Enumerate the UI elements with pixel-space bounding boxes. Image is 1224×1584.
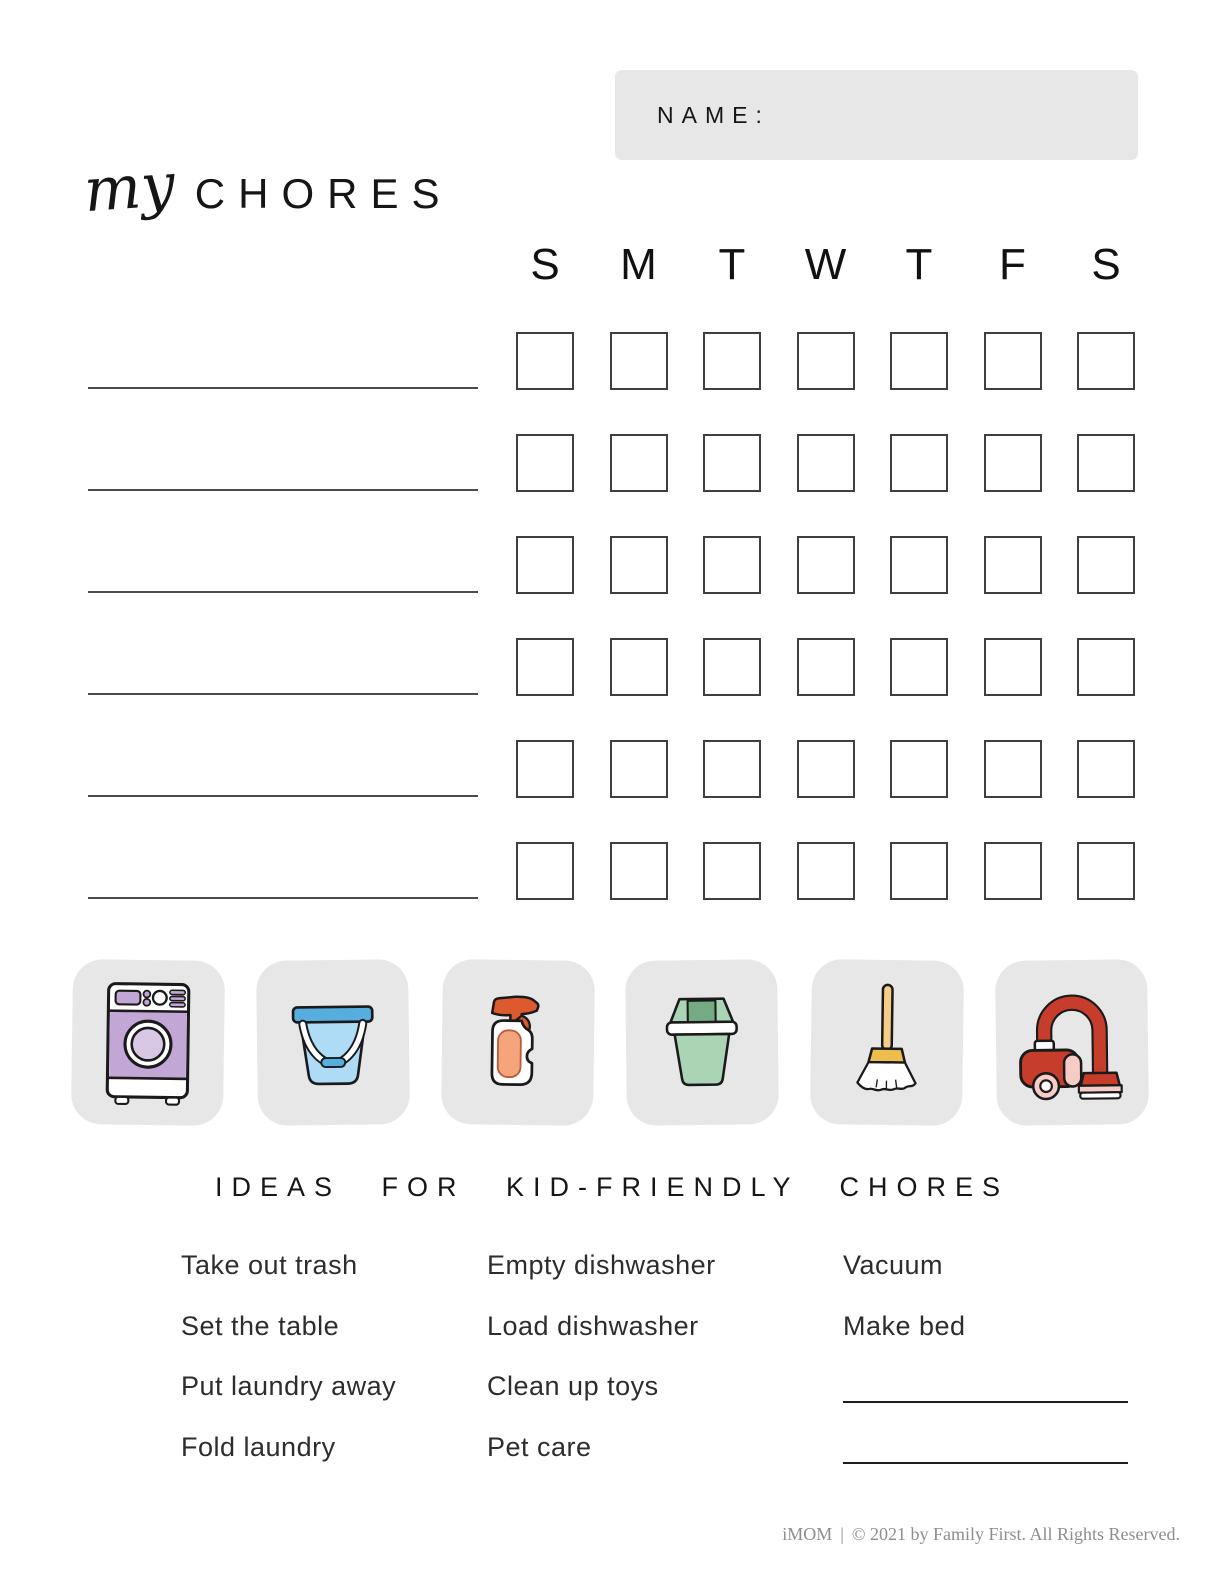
idea-item: Make bed <box>843 1310 966 1341</box>
day-checkbox[interactable] <box>703 740 761 798</box>
day-checkbox[interactable] <box>1077 740 1135 798</box>
day-checkbox[interactable] <box>797 638 855 696</box>
vacuum-icon <box>1008 979 1136 1107</box>
day-checkbox[interactable] <box>890 842 948 900</box>
day-checkbox[interactable] <box>797 332 855 390</box>
idea-item: Pet care <box>487 1431 592 1462</box>
bucket-icon <box>272 982 393 1103</box>
day-checkbox[interactable] <box>703 638 761 696</box>
day-checkbox[interactable] <box>516 536 574 594</box>
chore-name-line[interactable] <box>88 387 478 389</box>
chore-tile-bucket <box>256 959 410 1126</box>
day-checkbox[interactable] <box>797 740 855 798</box>
footer-brand: iMOM <box>782 1524 833 1544</box>
day-checkbox[interactable] <box>984 638 1042 696</box>
day-letter: F <box>999 240 1026 289</box>
day-checkbox[interactable] <box>1077 434 1135 492</box>
day-checkbox[interactable] <box>516 434 574 492</box>
idea-item: Vacuum <box>843 1250 944 1280</box>
day-checkbox[interactable] <box>890 740 948 798</box>
idea-item: Load dishwasher <box>487 1310 699 1341</box>
day-checkbox[interactable] <box>516 740 574 798</box>
chore-name-line[interactable] <box>88 693 478 695</box>
day-checkbox[interactable] <box>797 536 855 594</box>
idea-item: Take out trash <box>181 1250 358 1280</box>
chore-name-line[interactable] <box>88 897 478 899</box>
day-checkbox[interactable] <box>703 434 761 492</box>
day-checkbox[interactable] <box>1077 536 1135 594</box>
idea-write-line[interactable] <box>843 1462 1128 1464</box>
idea-item: Set the table <box>181 1310 340 1341</box>
footer-divider: | <box>840 1524 844 1544</box>
day-checkbox[interactable] <box>610 332 668 390</box>
idea-item: Empty dishwasher <box>487 1250 716 1280</box>
day-checkbox[interactable] <box>610 434 668 492</box>
day-checkbox[interactable] <box>984 332 1042 390</box>
chore-tile-spray-bottle <box>440 959 594 1126</box>
idea-item: Clean up toys <box>487 1371 659 1401</box>
day-checkbox[interactable] <box>516 842 574 900</box>
day-checkbox[interactable] <box>610 740 668 798</box>
day-checkbox[interactable] <box>610 638 668 696</box>
day-letter: W <box>804 240 847 289</box>
day-checkbox[interactable] <box>516 332 574 390</box>
idea-item: Put laundry away <box>181 1371 397 1401</box>
day-letter: S <box>1091 240 1121 289</box>
day-checkbox[interactable] <box>610 842 668 900</box>
footer-credit <box>782 1524 1180 1545</box>
day-checkbox[interactable] <box>890 434 948 492</box>
broom-icon <box>829 978 945 1108</box>
washing-machine-icon <box>88 976 208 1110</box>
ideas-heading: IDEAS FOR KID-FRIENDLY CHORES <box>214 1172 1010 1202</box>
chore-icons-row <box>72 960 1148 1125</box>
day-checkbox[interactable] <box>984 740 1042 798</box>
idea-write-line[interactable] <box>843 1401 1128 1403</box>
idea-item: Fold laundry <box>181 1431 336 1462</box>
day-checkbox[interactable] <box>703 842 761 900</box>
chore-tile-broom <box>810 959 964 1126</box>
day-checkbox[interactable] <box>890 638 948 696</box>
chore-name-line[interactable] <box>88 591 478 593</box>
chore-tile-washing-machine <box>71 959 225 1126</box>
title-script-my: my <box>81 149 178 227</box>
day-checkbox[interactable] <box>797 434 855 492</box>
chore-tile-trash-can <box>625 959 779 1126</box>
day-checkbox[interactable] <box>1077 842 1135 900</box>
trash-can-icon <box>644 982 761 1103</box>
name-label: NAME: <box>657 101 770 128</box>
day-checkbox[interactable] <box>1077 638 1135 696</box>
day-checkbox[interactable] <box>890 536 948 594</box>
title-caps-chores: CHORES <box>194 170 453 217</box>
day-checkbox[interactable] <box>610 536 668 594</box>
day-checkbox[interactable] <box>984 434 1042 492</box>
day-letter: T <box>905 240 933 289</box>
day-checkbox[interactable] <box>1077 332 1135 390</box>
day-checkbox[interactable] <box>890 332 948 390</box>
spray-bottle-icon <box>460 981 576 1105</box>
day-checkbox[interactable] <box>984 536 1042 594</box>
day-letter: M <box>620 240 657 289</box>
day-checkbox[interactable] <box>797 842 855 900</box>
day-checkbox[interactable] <box>516 638 574 696</box>
day-checkbox[interactable] <box>984 842 1042 900</box>
footer-copyright: © 2021 by Family First. All Rights Reserved. <box>851 1524 1180 1544</box>
day-letter: S <box>530 240 560 289</box>
day-checkbox[interactable] <box>703 332 761 390</box>
chore-name-line[interactable] <box>88 795 478 797</box>
ideas-list <box>181 1250 1171 1510</box>
chore-name-line[interactable] <box>88 489 478 491</box>
day-checkbox[interactable] <box>703 536 761 594</box>
chore-tile-vacuum <box>995 959 1149 1126</box>
day-letter: T <box>718 240 746 289</box>
